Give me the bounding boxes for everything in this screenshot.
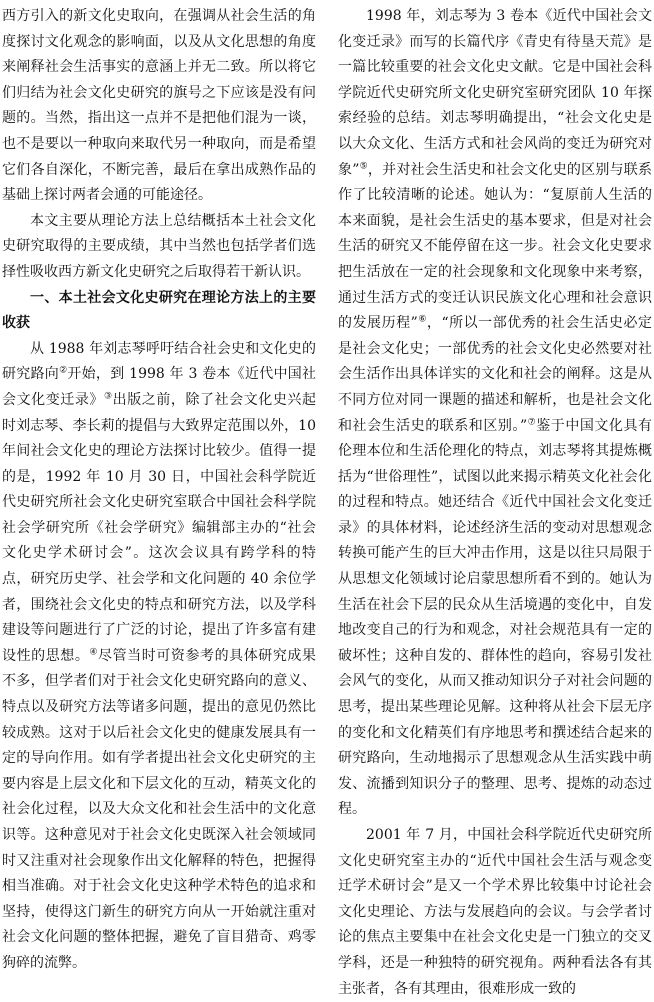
text-run: 出版之前，除了社会文化史兴起时刘志琴、李长莉的提倡与大致界定范围以外，10 年间社会文化史的理论方法探讨比较少。值得一提的是，1992 年 10 月 30 日，中国社会科学院近代史研究所社会文化史研究室联合中国社会科学院社会学研究所《社会学研究》编辑部主办的“社会文化史学术研讨会”。这次会议具有跨学科的特点，研究历史学、社会学和文化问题的 40 余位学者，围绕社会文化史的特点和研究方法，以及学科建设等问题进行了广泛的讨论，提出了许多富有建设性的思想。 xyxy=(2,391,317,664)
text-run: ，并对社会生活史和社会文化史的区别与联系作了比较清晰的论述。她认为：“复原前人生活的本来面貌，是社会生活史的基本要求，但是对社会生活的研究又不能停留在这一步。社会文化史要求把生活放在一定的社会现象和文化现象中来考察，通过生活方式的变迁认识民族文化心理和社会意识的发展历程” xyxy=(338,161,652,332)
paragraph-intro-continued: 西方引入的新文化史取向，在强调从社会生活的角度探讨文化观念的影响面，以及从文化思想的角度来阐释社会生活事实的意涵上并无二致。所以将它们归结为社会文化史研究的旗号之下应该是没有问题的。当然，指出这一点并不是把他们混为一谈，也不是要以一种取向来取代另一种取向，而是希望它们各自深化，不断完善，最后在拿出成熟作品的基础上探讨两者会通的可能途径。 xyxy=(2,8,316,204)
paragraph-scope: 本文主要从理论方法上总结概括本土社会文化史研究取得的主要成绩，其中当然也包括学者们选择性吸收西方新文化史研究之后取得若干新认识。 xyxy=(2,212,316,280)
paragraph-history xyxy=(2,337,316,977)
paragraph-2001: 2001 年 7 月，中国社会科学院近代史研究所文化史研究室主办的“近代中国社会生活与观念变迁学术研讨会”是又一个学术界比较集中讨论社会文化史理论、方法与发展趋向的会议。与会学者讨论的焦点主要集中在社会文化史是一门独立的交叉学科，还是一种独特的研究视角。两种看法各有其主张者，各有其理由，很难形成一致的 xyxy=(338,827,652,997)
footnote-marker[interactable]: ④ xyxy=(89,647,99,658)
left-column xyxy=(2,4,316,977)
right-column xyxy=(338,4,652,1002)
footnote-marker[interactable]: ⑥ xyxy=(417,314,427,325)
text-run: 从 1988 年刘志琴呼吁结合社会史和文化史的研究路向 xyxy=(2,340,316,383)
footnote-marker[interactable]: ⑦ xyxy=(527,416,537,427)
text-run: 1998 年，刘志琴为 3 卷本《近代中国社会文化变迁录》而写的长篇代序《青史有待垦天荒》是一篇比较重要的社会文化史文献。它是中国社会科学院近代史研究所文化史研究室研究团队 10 年探索经验的总结。刘志琴明确提出，“社会文化史是以大众文化、生活方式和社会风尚的变迁为研究对象” xyxy=(338,8,652,178)
text-run: 开始，到 1998 年 3 卷本《近代中国社会文化变迁录》 xyxy=(2,366,316,408)
paragraph-1998 xyxy=(338,4,652,823)
text-run: ，“所以一部优秀的社会生活史必定是社会文化史；一部优秀的社会文化史必然要对社会生活作出具体详实的文化和社会的阐释。这是从不同方位对同一课题的描述和解析，也是社会文化和社会生活史的联系和区别。” xyxy=(338,315,652,434)
text-run: 鉴于中国文化具有伦理本位和生活伦理化的特点，刘志琴将其提炼概括为“世俗理性”，试图以此来揭示精英文化社会化的过程和特点。她还结合《近代中国社会文化变迁录》的具体材料，论述经济生活的变动对思想观念转换可能产生的巨大冲击作用，这是以往只局限于从思想文化领域讨论启蒙思想所看不到的。她认为生活在社会下层的民众从生活境遇的变化中，自发地改变自己的行为和观念，对社会规范具有一定的破坏性；这种自发的、群体性的趋向，容易引发社会风气的变化，从而又推动知识分子对社会问题的思考，提出某些理论见解。这种将从社会下层无序的变化和文化精英们有序地思考和撰述结合起来的研究路向，生动地揭示了思想观念从生活实践中萌发、流播到知识分子的整理、思考、提炼的动态过程。 xyxy=(338,417,652,818)
text-run: 尽管当时可资参考的具体研究成果不多，但学者们对于社会文化史研究路向的意义、特点以及研究方法等诸多问题，提出的意见仍然比较成熟。这对于以后社会文化史的健康发展具有一定的导向作用。如有学者提出社会文化史研究的主要内容是上层文化和下层文化的互动，精英文化的社会化过程，以及大众文化和社会生活中的文化意识等。这种意见对于社会文化史既深入社会领域同时又注重对社会现象作出文化解释的特色，把握得相当准确。对于社会文化史这种学术特色的追求和坚持，使得这门新生的研究方向从一开始就注重对社会文化问题的整体把握，避免了盲目猎奇、鸡零狗碎的流弊。 xyxy=(2,647,316,971)
footnote-marker[interactable]: ③ xyxy=(103,391,113,402)
section-heading: 一、本土社会文化史研究在理论方法上的主要收获 xyxy=(2,289,316,332)
footnote-marker[interactable]: ⑤ xyxy=(359,160,368,171)
footnote-marker[interactable]: ② xyxy=(59,365,68,376)
